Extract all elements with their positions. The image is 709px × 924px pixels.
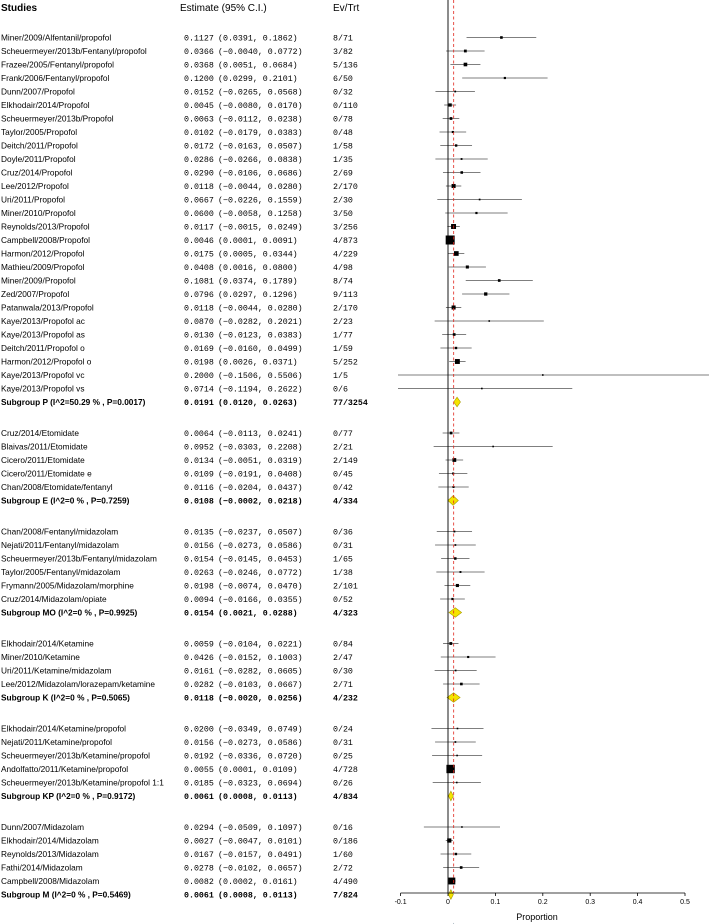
study-point	[500, 36, 503, 39]
subgroup-label: Subgroup P (I^2=50.29 % , P=0.0017)	[1, 397, 146, 407]
study-estimate: 0.0172	[184, 142, 214, 152]
study-point	[456, 782, 458, 784]
study-ci: (−0.0323, 0.0694)	[218, 779, 303, 789]
study-ci: (−0.0103, 0.0667)	[218, 681, 303, 690]
study-label: Nejati/2011/Ketamine/propofol	[1, 737, 113, 747]
study-label: Lee/2012/Propofol	[1, 181, 69, 191]
study-estimate: 0.0027	[184, 837, 214, 847]
study-label: Miner/2009/Propofol	[1, 275, 76, 286]
study-evtrt: 0/25	[333, 752, 353, 762]
study-ci: (0.0026, 0.0371)	[218, 358, 298, 368]
study-point	[455, 144, 457, 146]
study-ci: (0.0001, 0.0109)	[218, 766, 298, 775]
study-ci: (0.0051, 0.0684)	[218, 61, 298, 71]
study-point	[460, 866, 463, 869]
study-estimate: 0.0278	[184, 864, 214, 874]
study-evtrt: 0/52	[333, 596, 353, 605]
study-label: Miner/2009/Alfentanil/propofol	[1, 32, 112, 43]
study-point	[460, 171, 463, 174]
study-ci: (0.0391, 0.1862)	[218, 34, 298, 44]
study-label: Scheuermeyer/2013b/Ketamine/propofol 1:1	[1, 777, 164, 788]
study-ci: (−0.0509, 0.1097)	[218, 824, 303, 833]
subgroup-ci: (−0.0002, 0.0218)	[218, 497, 303, 507]
study-label: Andolfatto/2011/Ketamine/propofol	[1, 764, 129, 774]
study-evtrt: 4/229	[333, 250, 358, 260]
study-ci: (−0.0237, 0.0507)	[218, 528, 303, 538]
study-label: Nejati/2011/Fentanyl/midazolam	[1, 540, 119, 550]
study-label: Chan/2008/Fentanyl/midazolam	[1, 526, 119, 537]
study-label: Frazee/2005/Fentanyl/propofol	[1, 59, 115, 70]
study-ci: (0.0001, 0.0091)	[218, 237, 298, 246]
study-ci: (−0.0058, 0.1258)	[218, 210, 303, 219]
subgroup-evtrt: 77/3254	[333, 399, 368, 408]
study-ci: (−0.0226, 0.1559)	[218, 196, 303, 206]
study-label: Deitch/2011/Propofol	[1, 140, 78, 151]
study-evtrt: 2/149	[333, 457, 358, 466]
study-evtrt: 1/60	[333, 851, 353, 860]
study-ci: (−0.0273, 0.0586)	[218, 542, 303, 551]
study-label: Fathi/2014/Midazolam	[1, 862, 83, 873]
study-point	[449, 103, 452, 106]
study-evtrt: 0/6	[333, 385, 348, 395]
study-evtrt: 4/728	[333, 766, 358, 775]
study-evtrt: 8/74	[333, 277, 353, 287]
study-point	[461, 158, 463, 160]
subgroup-label: Subgroup MO (I^2=0 % , P=0.9925)	[1, 607, 138, 618]
study-ci: (−0.0145, 0.0453)	[218, 555, 303, 565]
x-tick-label: -0.1	[394, 899, 407, 906]
study-label: Kaye/2013/Propofol as	[1, 329, 85, 340]
study-label: Chan/2008/Etomidate/fentanyl	[1, 482, 113, 492]
study-estimate: 0.0282	[184, 681, 214, 690]
study-point	[448, 878, 455, 885]
subgroup-evtrt: 4/334	[333, 497, 358, 507]
study-point	[454, 557, 456, 559]
study-estimate: 0.0116	[184, 484, 214, 493]
study-point	[492, 446, 494, 448]
study-evtrt: 2/30	[333, 196, 353, 206]
study-point	[460, 683, 463, 686]
study-point	[456, 584, 459, 587]
study-ci: (−0.0273, 0.0586)	[218, 739, 303, 748]
study-label: Mathieu/2009/Propofol	[1, 262, 85, 272]
study-evtrt: 1/5	[333, 372, 348, 381]
study-ci: (−0.0051, 0.0319)	[218, 457, 303, 466]
study-evtrt: 2/101	[333, 582, 358, 592]
study-evtrt: 0/31	[333, 542, 353, 551]
study-point	[455, 347, 457, 349]
study-label: Cruz/2014/Etomidate	[1, 428, 79, 438]
study-estimate: 0.0290	[184, 169, 214, 179]
x-tick-label: 0.3	[585, 899, 596, 906]
subgroup-diamond	[449, 608, 462, 618]
study-evtrt: 0/24	[333, 725, 353, 735]
study-estimate: 0.0154	[184, 555, 214, 565]
study-point	[450, 432, 453, 435]
study-ci: (−0.0336, 0.0720)	[218, 752, 303, 762]
study-point	[460, 571, 462, 573]
subgroup-ci: (0.0120, 0.0263)	[218, 399, 298, 408]
study-estimate: 0.0198	[184, 582, 214, 592]
x-tick-label: 0	[446, 899, 450, 906]
study-point	[542, 374, 544, 376]
study-evtrt: 0/36	[333, 528, 353, 538]
study-ci: (−0.0266, 0.0838)	[218, 156, 303, 165]
study-estimate: 0.0161	[184, 667, 214, 677]
study-estimate: 0.0167	[184, 851, 214, 860]
study-evtrt: 0/186	[333, 837, 358, 847]
study-point	[461, 826, 463, 828]
study-ci: (−0.0349, 0.0749)	[218, 725, 303, 735]
header-estimate: Estimate (95% C.I.)	[180, 3, 267, 14]
study-evtrt: 9/113	[333, 291, 358, 300]
study-ci: (0.0005, 0.0344)	[218, 250, 298, 260]
study-evtrt: 1/77	[333, 331, 353, 341]
subgroup-ci: (0.0021, 0.0288)	[218, 609, 298, 619]
study-estimate: 0.0118	[184, 183, 214, 192]
study-point	[455, 359, 460, 364]
study-ci: (−0.0106, 0.0686)	[218, 169, 303, 179]
subgroup-ci: (0.0008, 0.0113)	[218, 793, 298, 802]
study-estimate: 0.0667	[184, 196, 214, 206]
subgroup-ci: (0.0008, 0.0113)	[218, 891, 298, 901]
study-label: Uri/2011/Propofol	[1, 194, 65, 205]
study-label: Uri/2011/Ketamine/midazolam	[1, 665, 112, 676]
study-point	[454, 251, 459, 256]
study-evtrt: 0/48	[333, 129, 353, 138]
study-point	[452, 458, 456, 462]
study-label: Dunn/2007/Propofol	[1, 86, 75, 97]
subgroup-estimate: 0.0108	[184, 497, 214, 507]
study-estimate: 0.0152	[184, 88, 214, 98]
study-point	[464, 63, 468, 67]
study-point	[450, 117, 453, 120]
subgroup-diamond	[448, 496, 458, 506]
x-tick-label: 0.5	[680, 899, 690, 906]
study-ci: (−0.0160, 0.0499)	[218, 345, 303, 354]
subgroup-estimate: 0.0061	[184, 891, 214, 901]
study-label: Doyle/2011/Propofol	[1, 154, 76, 164]
study-label: Elkhodair/2014/Ketamine/propofol	[1, 723, 126, 734]
study-evtrt: 1/65	[333, 555, 353, 565]
header-studies: Studies	[1, 3, 38, 14]
study-label: Frymann/2005/Midazolam/morphine	[1, 580, 134, 591]
study-evtrt: 2/71	[333, 681, 353, 690]
study-point	[466, 265, 469, 268]
study-estimate: 0.0156	[184, 542, 214, 551]
study-estimate: 0.0055	[184, 766, 214, 775]
study-label: Scheuermeyer/2013b/Fentanyl/propofol	[1, 46, 147, 56]
study-ci: (−0.0265, 0.0568)	[218, 88, 303, 98]
study-evtrt: 0/31	[333, 739, 353, 748]
study-ci: (−0.0282, 0.0605)	[218, 667, 303, 677]
study-ci: (−0.0104, 0.0221)	[218, 640, 303, 650]
study-estimate: 0.0156	[184, 739, 214, 748]
study-label: Deitch/2011/Propofol o	[1, 343, 85, 353]
study-estimate: 0.0175	[184, 250, 214, 260]
study-evtrt: 2/69	[333, 169, 353, 179]
study-label: Elkhodair/2014/Ketamine	[1, 638, 94, 649]
study-ci: (0.0297, 0.1296)	[218, 291, 298, 300]
subgroup-diamond	[448, 890, 453, 900]
study-evtrt: 0/42	[333, 484, 353, 493]
study-label: Cicero/2011/Etomidate e	[1, 468, 92, 479]
study-point	[488, 320, 490, 322]
forest-rows	[1, 33, 709, 924]
study-label: Miner/2010/Ketamine	[1, 652, 80, 662]
study-label: Patanwala/2013/Propofol	[1, 302, 94, 313]
study-ci: (−0.0204, 0.0437)	[218, 484, 303, 493]
subgroup-label: Subgroup KP (I^2=0 % , P=0.9172)	[1, 791, 136, 801]
study-label: Cruz/2014/Midazolam/opiate	[1, 594, 107, 604]
study-label: Dunn/2007/Midazolam	[1, 822, 85, 832]
study-estimate: 0.0082	[184, 878, 214, 887]
study-evtrt: 6/50	[333, 75, 353, 84]
study-evtrt: 3/50	[333, 210, 353, 219]
study-evtrt: 0/30	[333, 667, 353, 677]
subgroup-evtrt: 4/834	[333, 793, 358, 802]
study-estimate: 0.0192	[184, 752, 214, 762]
study-estimate: 0.0185	[184, 779, 214, 789]
study-label: Reynolds/2013/Midazolam	[1, 849, 99, 859]
study-evtrt: 4/490	[333, 878, 358, 887]
study-evtrt: 1/35	[333, 156, 353, 165]
study-estimate: 0.0045	[184, 102, 214, 111]
study-ci: (−0.0282, 0.2021)	[218, 318, 303, 327]
study-ci: (−0.0112, 0.0238)	[218, 115, 303, 125]
study-estimate: 0.0952	[184, 443, 214, 453]
study-estimate: 0.1200	[184, 75, 214, 84]
study-point	[455, 544, 457, 546]
study-estimate: 0.0294	[184, 824, 214, 833]
subgroup-estimate: 0.0118	[184, 694, 214, 704]
study-ci: (−0.0044, 0.0280)	[218, 304, 303, 314]
subgroup-estimate: 0.0061	[184, 793, 214, 802]
study-evtrt: 4/873	[333, 237, 358, 246]
study-point	[453, 333, 456, 336]
study-evtrt: 8/71	[333, 34, 353, 44]
study-point	[451, 598, 453, 600]
study-label: Campbell/2008/Propofol	[1, 235, 91, 245]
study-evtrt: 3/82	[333, 48, 353, 57]
study-label: Harmon/2012/Propofol	[1, 248, 85, 259]
study-estimate: 0.0117	[184, 223, 214, 233]
study-ci: (−0.1506, 0.5506)	[218, 372, 303, 381]
study-estimate: 0.0102	[184, 129, 214, 138]
header-evtrt: Ev/Trt	[333, 3, 360, 14]
study-evtrt: 0/84	[333, 640, 353, 650]
study-label: Reynolds/2013/Propofol	[1, 221, 90, 232]
study-ci: (−0.0040, 0.0772)	[218, 48, 303, 57]
study-point	[455, 853, 457, 855]
study-evtrt: 5/252	[333, 358, 358, 368]
study-evtrt: 2/47	[333, 654, 353, 663]
study-point	[467, 656, 469, 658]
study-ci: (−0.0044, 0.0280)	[218, 183, 303, 192]
subgroup-evtrt: 7/824	[333, 891, 358, 901]
subgroup-estimate: 0.0191	[184, 399, 214, 408]
x-axis-label: Proportion	[516, 912, 558, 922]
study-estimate: 0.0109	[184, 470, 214, 480]
study-evtrt: 2/23	[333, 318, 353, 327]
study-estimate: 0.0796	[184, 291, 214, 300]
study-label: Taylor/2005/Fentanyl/midazolam	[1, 567, 121, 577]
study-estimate: 0.0600	[184, 210, 214, 219]
study-estimate: 0.0130	[184, 331, 214, 341]
study-estimate: 0.0046	[184, 237, 214, 246]
study-label: Lee/2012/Midazolam/lorazepam/ketamine	[1, 679, 156, 689]
subgroup-ci: (−0.0020, 0.0256)	[218, 694, 303, 704]
study-ci: (−0.0246, 0.0772)	[218, 569, 303, 578]
x-tick-label: 0.4	[632, 899, 643, 906]
study-label: Cicero/2011/Etomidate	[1, 455, 85, 465]
study-ci: (−0.0157, 0.0491)	[218, 851, 303, 860]
subgroup-label: Subgroup M (I^2=0 % , P=0.5469)	[1, 889, 131, 900]
study-point	[455, 741, 457, 743]
study-point	[464, 50, 467, 53]
study-evtrt: 1/38	[333, 569, 353, 578]
study-evtrt: 0/78	[333, 115, 353, 125]
study-ci: (0.0016, 0.0800)	[218, 264, 298, 273]
study-estimate: 0.0714	[184, 385, 214, 395]
subgroup-diamond	[448, 791, 453, 801]
study-label: Scheuermeyer/2013b/Propofol	[1, 113, 114, 124]
study-estimate: 0.0198	[184, 358, 214, 368]
study-estimate: 0.0063	[184, 115, 214, 125]
study-label: Kaye/2013/Propofol vs	[1, 383, 85, 394]
study-point	[457, 728, 459, 730]
study-label: Miner/2010/Propofol	[1, 208, 76, 218]
study-point	[454, 91, 456, 93]
study-ci: (−0.0123, 0.0383)	[218, 331, 303, 341]
study-label: Harmon/2012/Propofol o	[1, 356, 92, 367]
study-estimate: 0.0135	[184, 528, 214, 538]
study-point	[504, 77, 506, 79]
subgroup-label: Subgroup E (I^2=0 % , P=0.7259)	[1, 495, 130, 506]
subgroup-diamond	[454, 397, 461, 407]
subgroup-estimate: 0.0154	[184, 609, 214, 619]
study-label: Kaye/2013/Propofol ac	[1, 316, 85, 326]
study-evtrt: 0/26	[333, 779, 353, 789]
study-evtrt: 2/72	[333, 864, 353, 874]
study-ci: (−0.0179, 0.0383)	[218, 129, 303, 138]
study-label: Cruz/2014/Propofol	[1, 167, 73, 178]
study-evtrt: 3/256	[333, 223, 358, 233]
study-ci: (−0.0080, 0.0170)	[218, 102, 303, 111]
study-ci: (−0.0152, 0.1003)	[218, 654, 303, 663]
x-tick-label: 0.1	[490, 899, 501, 906]
study-evtrt: 2/170	[333, 304, 358, 314]
study-evtrt: 0/32	[333, 88, 353, 98]
study-estimate: 0.0426	[184, 654, 214, 663]
study-estimate: 0.0094	[184, 596, 214, 605]
study-estimate: 0.0408	[184, 264, 214, 273]
study-estimate: 0.0263	[184, 569, 214, 578]
study-ci: (−0.0303, 0.2208)	[218, 443, 303, 453]
study-estimate: 0.1081	[184, 277, 214, 287]
study-point	[498, 279, 501, 282]
study-label: Taylor/2005/Propofol	[1, 127, 78, 137]
x-tick-label: 0.2	[537, 899, 548, 906]
subgroup-evtrt: 4/323	[333, 609, 358, 619]
study-label: Campbell/2008/Midazolam	[1, 876, 100, 886]
study-ci: (−0.0113, 0.0241)	[218, 430, 303, 439]
study-ci: (−0.0166, 0.0355)	[218, 596, 303, 605]
study-ci: (0.0002, 0.0161)	[218, 878, 298, 887]
study-estimate: 0.0366	[184, 48, 214, 57]
study-label: Zed/2007/Propofol	[1, 289, 70, 299]
study-ci: (−0.0074, 0.0470)	[218, 582, 303, 592]
study-estimate: 0.0064	[184, 430, 214, 439]
study-ci: (0.0374, 0.1789)	[218, 277, 298, 287]
study-evtrt: 1/59	[333, 345, 353, 354]
study-estimate: 0.0200	[184, 725, 214, 735]
study-evtrt: 0/77	[333, 430, 353, 439]
study-ci: (−0.0163, 0.0507)	[218, 142, 303, 152]
study-estimate: 0.0870	[184, 318, 214, 327]
study-label: Elkhodair/2014/Midazolam	[1, 835, 99, 846]
study-evtrt: 4/98	[333, 264, 353, 273]
x-axis	[395, 0, 690, 906]
study-evtrt: 0/16	[333, 824, 353, 833]
study-ci: (−0.1194, 0.2622)	[218, 385, 303, 395]
study-evtrt: 0/110	[333, 102, 358, 111]
study-ci: (0.0299, 0.2101)	[218, 75, 298, 84]
study-estimate: 0.2000	[184, 372, 214, 381]
study-label: Scheuermeyer/2013b/Fentanyl/midazolam	[1, 553, 157, 564]
study-evtrt: 2/170	[333, 183, 358, 192]
study-ci: (−0.0047, 0.0101)	[218, 837, 303, 847]
study-point	[484, 292, 487, 295]
study-estimate: 0.0368	[184, 61, 214, 71]
study-evtrt: 2/21	[333, 443, 353, 453]
study-label: Scheuermeyer/2013b/Ketamine/propofol	[1, 750, 150, 761]
study-estimate: 0.0169	[184, 345, 214, 354]
study-point	[455, 670, 457, 672]
subgroup-label: Subgroup K (I^2=0 % , P=0.5065)	[1, 692, 130, 703]
study-estimate: 0.0134	[184, 457, 214, 466]
study-evtrt: 1/58	[333, 142, 353, 152]
subgroup-evtrt: 4/232	[333, 694, 358, 704]
study-estimate: 0.0059	[184, 640, 214, 650]
study-label: Blaivas/2011/Etomidate	[1, 441, 88, 452]
study-point	[449, 642, 452, 645]
study-label: Kaye/2013/Propofol vc	[1, 370, 85, 380]
study-estimate: 0.0286	[184, 156, 214, 165]
study-evtrt: 0/45	[333, 470, 353, 480]
study-evtrt: 5/136	[333, 61, 358, 71]
study-ci: (−0.0191, 0.0408)	[218, 470, 303, 480]
study-estimate: 0.1127	[184, 34, 214, 44]
study-label: Elkhodair/2014/Propofol	[1, 100, 90, 110]
study-ci: (−0.0102, 0.0657)	[218, 864, 303, 874]
study-ci: (−0.0015, 0.0249)	[218, 223, 303, 233]
study-point	[479, 199, 481, 201]
study-point	[475, 212, 477, 214]
study-point	[456, 755, 458, 757]
study-estimate: 0.0118	[184, 304, 214, 314]
study-label: Frank/2006/Fentanyl/propofol	[1, 73, 110, 83]
study-point	[481, 388, 483, 390]
